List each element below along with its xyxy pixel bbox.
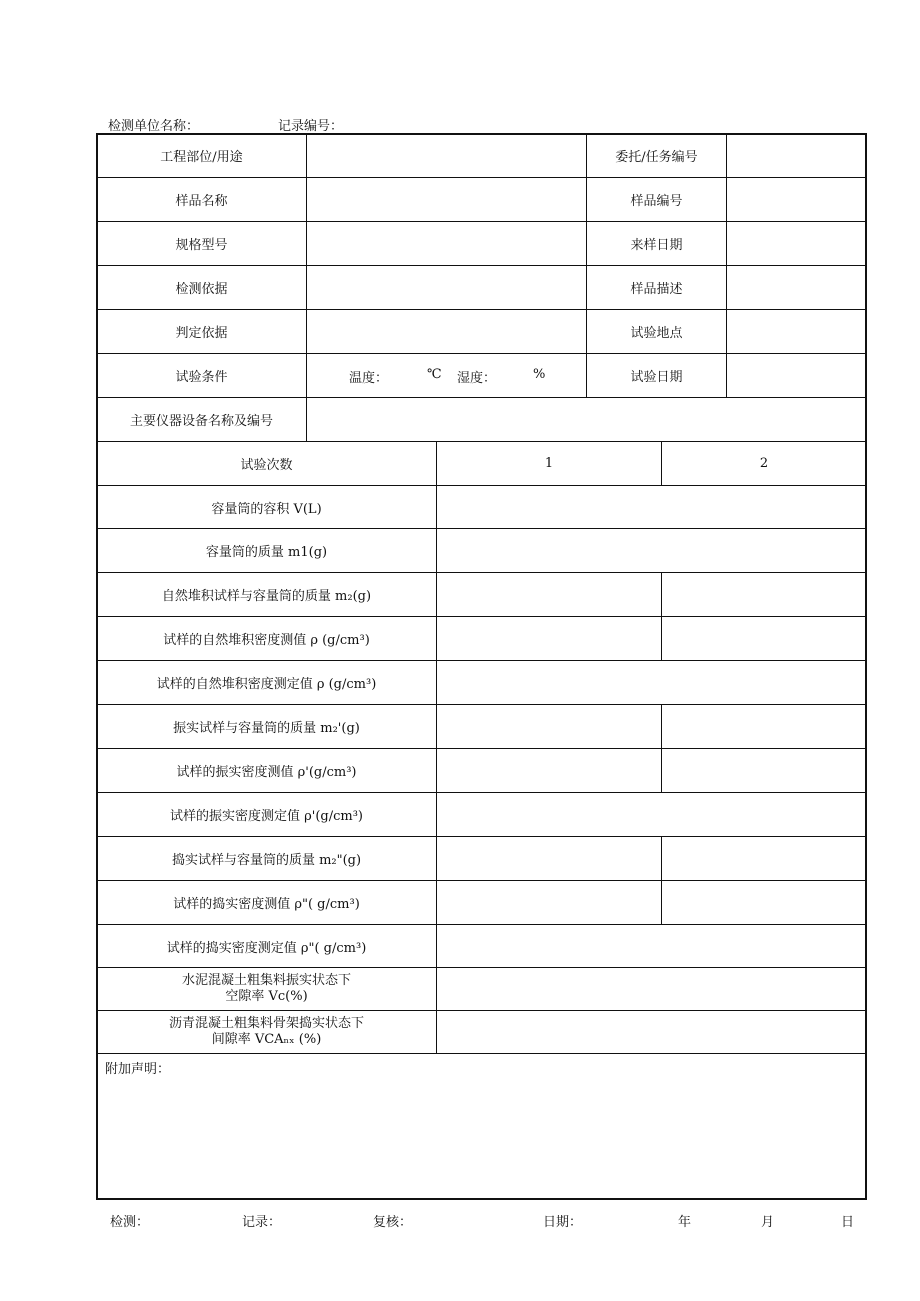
test-location-field[interactable] [726, 309, 867, 354]
record-number-label: 记录编号： [278, 119, 344, 134]
temperature-label: 温度： [349, 371, 389, 386]
loose-density-result-field[interactable] [436, 660, 867, 705]
judgement-basis-field[interactable] [306, 309, 587, 354]
loose-sample-mass-trial-2[interactable] [661, 572, 867, 617]
cement-void-ratio-field[interactable] [436, 967, 867, 1011]
test-date-field[interactable] [726, 353, 867, 398]
rodded-sample-mass-trial-1[interactable] [436, 836, 662, 881]
rodded-density-result-field[interactable] [436, 924, 867, 968]
sample-name-field[interactable] [306, 177, 587, 222]
rodded-density-measured-label: 试样的捣实密度测值 ρ"( g/cm³) [96, 880, 437, 925]
test-location-label: 试验地点 [586, 309, 727, 354]
sample-description-label: 样品描述 [586, 265, 727, 310]
date-label: 日期： [543, 1215, 583, 1230]
test-conditions-label: 试验条件 [96, 353, 307, 398]
additional-notes-field[interactable] [96, 1053, 867, 1200]
project-part-field[interactable] [306, 133, 587, 178]
recorder-label: 记录： [242, 1215, 282, 1230]
vibrated-density-trial-1[interactable] [436, 748, 662, 793]
judgement-basis-label: 判定依据 [96, 309, 307, 354]
cylinder-volume-label: 容量筒的容积 V(L) [96, 485, 437, 529]
spec-model-label: 规格型号 [96, 221, 307, 266]
vibrated-sample-mass-trial-1[interactable] [436, 704, 662, 749]
vibrated-sample-mass-trial-2[interactable] [661, 704, 867, 749]
tester-label: 检测： [110, 1215, 150, 1230]
sample-description-field[interactable] [726, 265, 867, 310]
org-name-label: 检测单位名称： [108, 119, 200, 134]
project-part-label: 工程部位/用途 [96, 133, 307, 178]
asphalt-vca-field[interactable] [436, 1010, 867, 1054]
trial-2-header: 2 [661, 441, 867, 486]
spec-model-field[interactable] [306, 221, 587, 266]
task-number-field[interactable] [726, 133, 867, 178]
trials-label: 试验次数 [96, 441, 437, 486]
loose-density-trial-1[interactable] [436, 616, 662, 661]
vibrated-density-trial-2[interactable] [661, 748, 867, 793]
humidity-unit: % [533, 367, 546, 382]
arrival-date-field[interactable] [726, 221, 867, 266]
loose-sample-mass-label: 自然堆积试样与容量筒的质量 m₂(g) [96, 572, 437, 617]
vibrated-density-result-label: 试样的振实密度测定值 ρ'(g/cm³) [96, 792, 437, 837]
humidity-label: 湿度： [457, 371, 497, 386]
task-number-label: 委托/任务编号 [586, 133, 727, 178]
cement-void-ratio-label: 水泥混凝土粗集料振实状态下 空隙率 Vc(%) [96, 967, 437, 1011]
test-date-label: 试验日期 [586, 353, 727, 398]
vibrated-density-result-field[interactable] [436, 792, 867, 837]
cylinder-volume-field[interactable] [436, 485, 867, 529]
additional-notes-label: 附加声明： [105, 1062, 171, 1077]
trial-1-header: 1 [436, 441, 662, 486]
sample-number-field[interactable] [726, 177, 867, 222]
cylinder-mass-field[interactable] [436, 528, 867, 573]
sample-number-label: 样品编号 [586, 177, 727, 222]
reviewer-label: 复核： [373, 1215, 413, 1230]
loose-sample-mass-trial-1[interactable] [436, 572, 662, 617]
cylinder-mass-label: 容量筒的质量 m1(g) [96, 528, 437, 573]
rodded-sample-mass-label: 捣实试样与容量筒的质量 m₂"(g) [96, 836, 437, 881]
vibrated-sample-mass-label: 振实试样与容量筒的质量 m₂'(g) [96, 704, 437, 749]
day-label: 日 [841, 1215, 855, 1230]
sample-name-label: 样品名称 [96, 177, 307, 222]
vibrated-density-measured-label: 试样的振实密度测值 ρ'(g/cm³) [96, 748, 437, 793]
loose-density-measured-label: 试样的自然堆积密度测值 ρ (g/cm³) [96, 616, 437, 661]
rodded-density-trial-1[interactable] [436, 880, 662, 925]
arrival-date-label: 来样日期 [586, 221, 727, 266]
asphalt-vca-label: 沥青混凝土粗集料骨架捣实状态下 间隙率 VCAₙₓ (%) [96, 1010, 437, 1054]
equipment-field[interactable] [306, 397, 867, 442]
test-basis-label: 检测依据 [96, 265, 307, 310]
temperature-unit: ℃ [427, 367, 442, 382]
equipment-label: 主要仪器设备名称及编号 [96, 397, 307, 442]
rodded-density-result-label: 试样的捣实密度测定值 ρ"( g/cm³) [96, 924, 437, 968]
loose-density-trial-2[interactable] [661, 616, 867, 661]
loose-density-result-label: 试样的自然堆积密度测定值 ρ (g/cm³) [96, 660, 437, 705]
test-conditions-field[interactable] [306, 353, 587, 398]
month-label: 月 [761, 1215, 775, 1230]
test-basis-field[interactable] [306, 265, 587, 310]
year-label: 年 [678, 1215, 692, 1230]
rodded-sample-mass-trial-2[interactable] [661, 836, 867, 881]
rodded-density-trial-2[interactable] [661, 880, 867, 925]
